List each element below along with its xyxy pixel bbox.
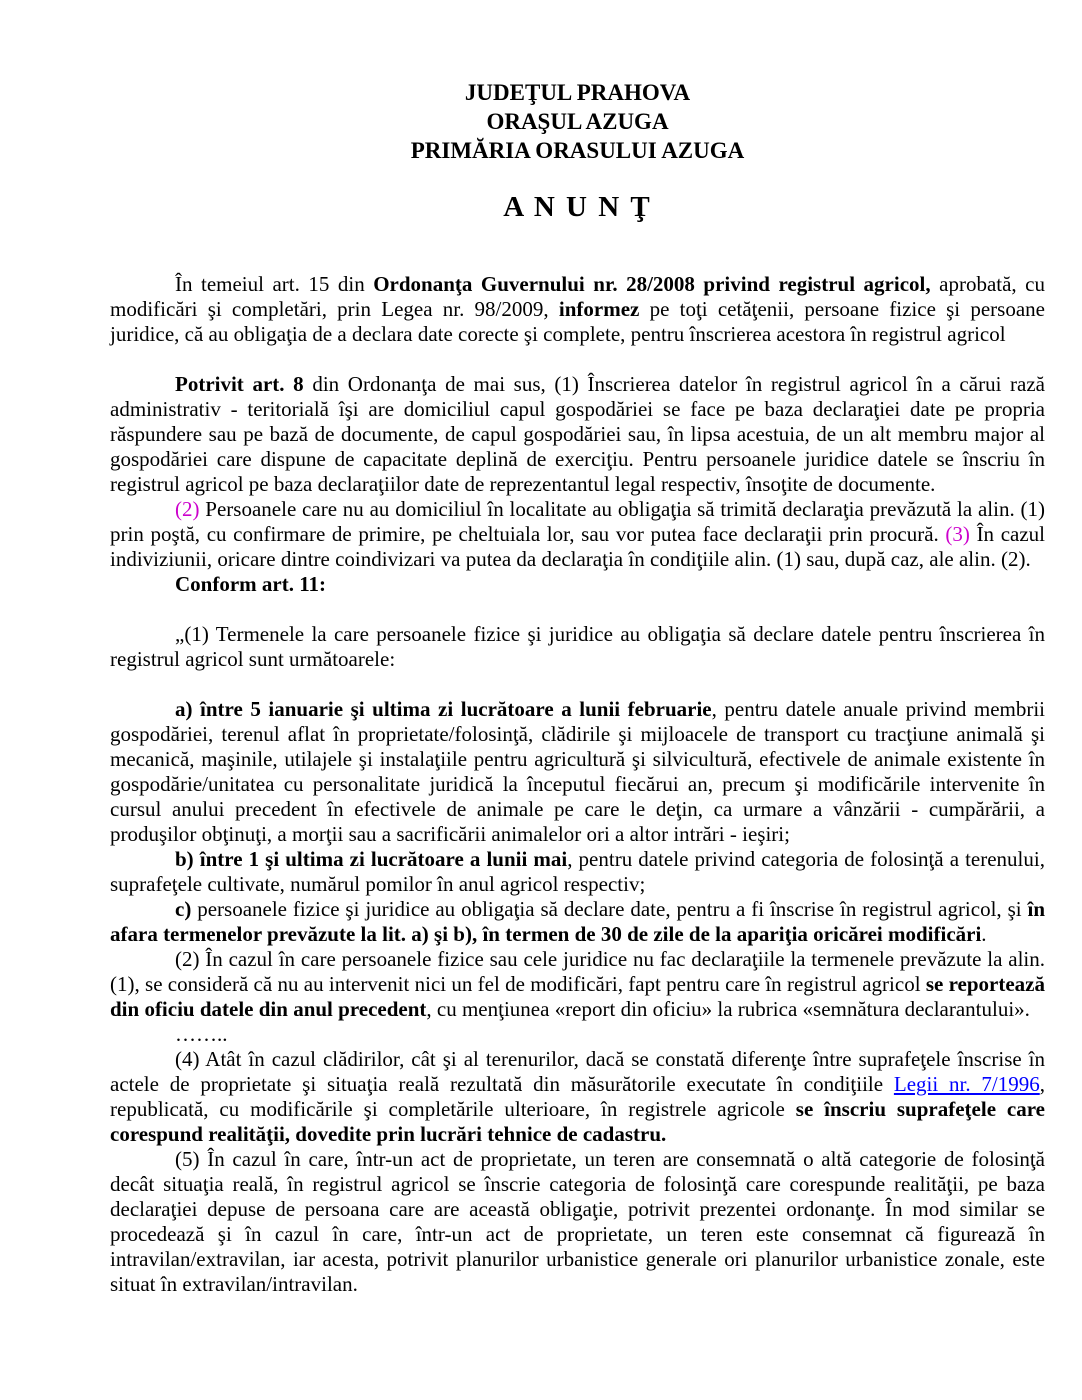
text-run: Potrivit art. 8 <box>175 372 304 396</box>
paragraph-al4 <box>110 1047 1045 1147</box>
paragraph-spacer <box>110 672 1045 697</box>
text-run: , pentru datele anuale privind membrii gospodăriei, terenul aflat în proprietate/folosinţă, clădirile şi mijloacele de transport cu tracţiune animală şi mecanică, maşinile, utilajele şi instalaţiile pentru agricultură şi silvicultură, efectivele de animale existente în gospodărie/unitatea cu personalitate juridică la începutul fiecărui an, precum şi modificările intervenite în cursul anului precedent în efectivele de animale pe care le deţin, ca urmare a vânzării - cumpărării, a produşilor obţinuţi, a morţii sau a sacrificării animalelor ori a altor intrări - ieşiri; <box>110 697 1046 846</box>
header-line-county: JUDEŢUL PRAHOVA <box>464 80 691 105</box>
text-run: informez <box>558 297 640 321</box>
text-run: (5) În cazul în care, într-un act de proprietate, un teren are consemnată o altă categorie de folosinţă decât situaţia reală, în registrul agricol se înscrie categoria de folosinţă care corespunde realităţii, pe baza declaraţiei depuse de persoana care are această obligaţie, potrivit prezentei ordonanţe. În mod similar se procedează şi în cazul în care, într-un act de proprietate, un teren este consemnat că figurează în intravilan/extravilan, iar acesta, potrivit planurilor urbanistice generale ori planurilor urbanistice zonale, este situat în extravilan/intravilan. <box>110 1147 1045 1296</box>
text-run: În temeiul art. 15 din <box>175 272 374 296</box>
text-run: aprobată, cu modificări şi completări, prin Legea nr. 98/2009, <box>110 272 1045 321</box>
text-run: , republicată, cu modificările şi completările ulterioare, în registrele agricole <box>110 1072 1045 1121</box>
text-run: c) <box>175 897 192 921</box>
paragraph-art11-al1 <box>110 622 1045 672</box>
paragraph-termen-a <box>110 697 1045 847</box>
document-body <box>110 272 1045 1297</box>
text-run: (2) În cazul în care persoanele fizice sau cele juridice nu fac declaraţiile la termenele prevăzute la alin. (1), se consideră că nu au intervenit nici un fel de modificări, fapt pentru care în registrul agricol <box>110 947 1045 996</box>
text-run: „(1) Termenele la care persoanele fizice şi juridice au obligaţia să declare datele pentru înscrierea în registrul agricol sunt următoarele: <box>110 622 1045 671</box>
header-line-town: ORAŞUL AZUGA <box>486 109 669 134</box>
text-run: Conform art. 11: <box>175 572 327 596</box>
paragraph-intro <box>110 272 1045 347</box>
text-run: În cazul indiviziunii, oricare dintre coindivizari va putea da declaraţia în condiţiile alin. (1) sau, după caz, ale alin. (2). <box>110 522 1045 571</box>
text-run: , pentru datele privind categoria de folosinţă a terenului, suprafeţele cultivate, numărul pomilor în anul agricol respectiv; <box>110 847 1045 896</box>
alineat-number: (2) <box>175 497 200 521</box>
text-run: …….. <box>175 1022 228 1046</box>
header-line-cityhall: PRIMĂRIA ORASULUI AZUGA <box>410 138 745 163</box>
text-run: din Ordonanţa de mai sus, (1) Înscrierea datelor în registrul agricol în a cărui rază administrativ - teritorială îşi are domiciliul capul gospodăriei se face pe baza declaraţiei date pe propria răspundere sau pe bază de documente, de capul gospodăriei sau, în lipsa acestuia, de un alt membru major al gospodăriei care dispune de capacitate deplină de exerciţiu. Pentru persoanele juridice datele se înscriu în registrul agricol pe baza declaraţiilor date de reprezentantul legal respectiv, însoţite de documente. <box>110 372 1045 496</box>
text-run: . <box>981 922 987 946</box>
paragraph-termen-b <box>110 847 1045 897</box>
text-run: se reportează din oficiu datele din anul precedent <box>110 972 1045 1021</box>
paragraph-spacer <box>110 347 1045 372</box>
text-run: b) între 1 şi ultima zi lucrătoare a lunii mai <box>175 847 568 871</box>
paragraph-al5 <box>110 1147 1045 1297</box>
paragraph-art11-al2 <box>110 947 1045 1022</box>
document-title: A N U N Ţ <box>503 191 652 223</box>
text-run: Ordonanţa Guvernului nr. 28/2008 privind registrul agricol, <box>373 272 931 296</box>
text-run: pe toţi cetăţenii, persoane fizice şi persoane juridice, că au obligaţia de a declara date corecte şi complete, pentru înscrierea acestora în registrul agricol <box>110 297 1045 346</box>
text-run: persoanele fizice şi juridice au obligaţia să declare date, pentru a fi înscrise în registrul agricol, şi <box>191 897 1028 921</box>
document-header <box>110 78 1045 165</box>
paragraph-art8-al1 <box>110 372 1045 497</box>
paragraph-art8-al2-al3 <box>110 497 1045 572</box>
paragraph-dots <box>110 1022 1045 1047</box>
text-run: în afara termenelor prevăzute la lit. a) şi b), în termen de 30 de zile de la apariţia oricărei modificări <box>110 897 1045 946</box>
text-run: a) între 5 ianuarie şi ultima zi lucrătoare a lunii februarie <box>175 697 712 721</box>
paragraph-spacer <box>110 597 1045 622</box>
law-7-1996-link[interactable]: Legii nr. 7/1996 <box>893 1072 1040 1096</box>
text-run: se înscriu suprafeţele care corespund realităţii, dovedite prin lucrări tehnice de cadastru. <box>110 1097 1045 1146</box>
text-run: , cu menţiunea «report din oficiu» la rubrica «semnătura declarantului». <box>426 997 1030 1021</box>
text-run: Persoanele care nu au domiciliul în localitate au obligaţia să trimită declaraţia prevăzută la alin. (1) prin poştă, cu confirmare de primire, pe cheltuiala lor, sau vor putea face declaraţii prin procură. <box>110 497 1045 546</box>
paragraph-termen-c <box>110 897 1045 947</box>
paragraph-conform-art11 <box>110 572 1045 597</box>
text-run: (4) Atât în cazul clădirilor, cât şi al terenurilor, dacă se constată diferenţe între suprafeţele înscrise în actele de proprietate şi situaţia reală rezultată din măsurătorile executate în condiţiile <box>110 1047 1045 1096</box>
alineat-number: (3) <box>945 522 970 546</box>
